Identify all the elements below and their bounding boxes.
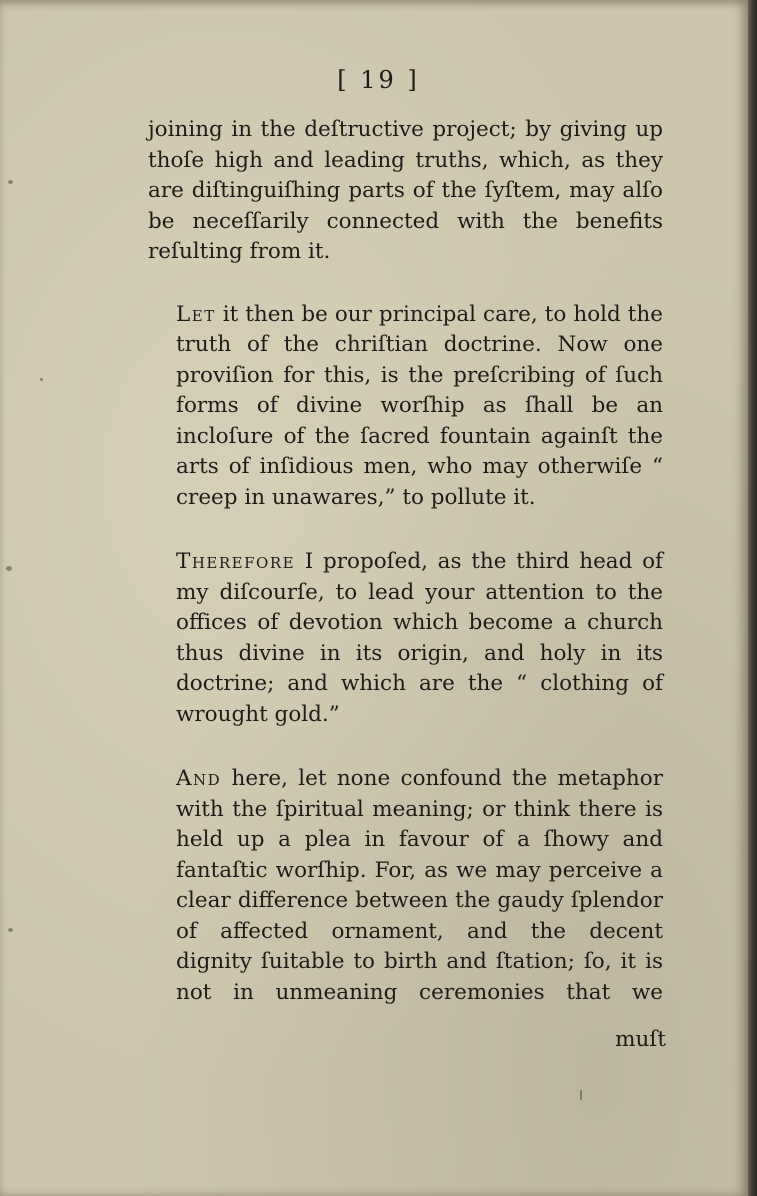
paragraph-text: joining in the deſtructive project; by giving up thoſe high and leading truths, which, as they are diſtinguiſhing parts of the ſyſtem, may alſo be neceſſarily connected with the benefits reſulting from it. xyxy=(148,117,663,264)
paragraph xyxy=(148,115,663,268)
paragraph-lead: Therefore xyxy=(176,549,296,574)
catchword: muſt xyxy=(615,1027,666,1052)
paragraph-text: I propoſed, as the third head of my diſcourſe, to lead your attention to the offices of devotion which become a church thus divine in its origin, and holy in its doctrine; and which are the “ clothing of wrought gold.” xyxy=(176,549,663,727)
paragraph xyxy=(148,764,663,1008)
paragraph-text: here, let none confound the metaphor with the ſpiritual meaning; or think there is held up a plea in favour of a ſhowy and fantaſtic worſhip. For, as we may perceive a clear difference between the gaudy ſplendor of affected ornament, and the decent dignity ſuitable to birth and ſtation; ſo, it is not in unmeaning ceremonies that we xyxy=(176,766,663,1005)
paper-speck xyxy=(580,1090,582,1100)
body-text xyxy=(148,115,663,1008)
paper-speck xyxy=(40,378,43,381)
page-header: [ 19 ] xyxy=(337,66,420,94)
paragraph-lead: Let xyxy=(176,301,216,327)
paper-speck xyxy=(6,566,12,571)
paper-speck xyxy=(8,928,13,932)
paragraph xyxy=(148,547,663,730)
paragraph-text: it then be our principal care, to hold the truth of the chriſtian doctrine. Now one proviſion for this, is the preſcribing of ſuch forms of divine worſhip as ſhall be an incloſure of the ſacred fountain againſt the arts of inſidious men, who may otherwiſe “ creep in unawares,” to pollute it. xyxy=(176,301,663,510)
paper-speck xyxy=(8,180,13,184)
page-edge-shadow xyxy=(748,0,757,1196)
paragraph xyxy=(148,300,663,514)
paragraph-lead: And xyxy=(176,766,222,791)
